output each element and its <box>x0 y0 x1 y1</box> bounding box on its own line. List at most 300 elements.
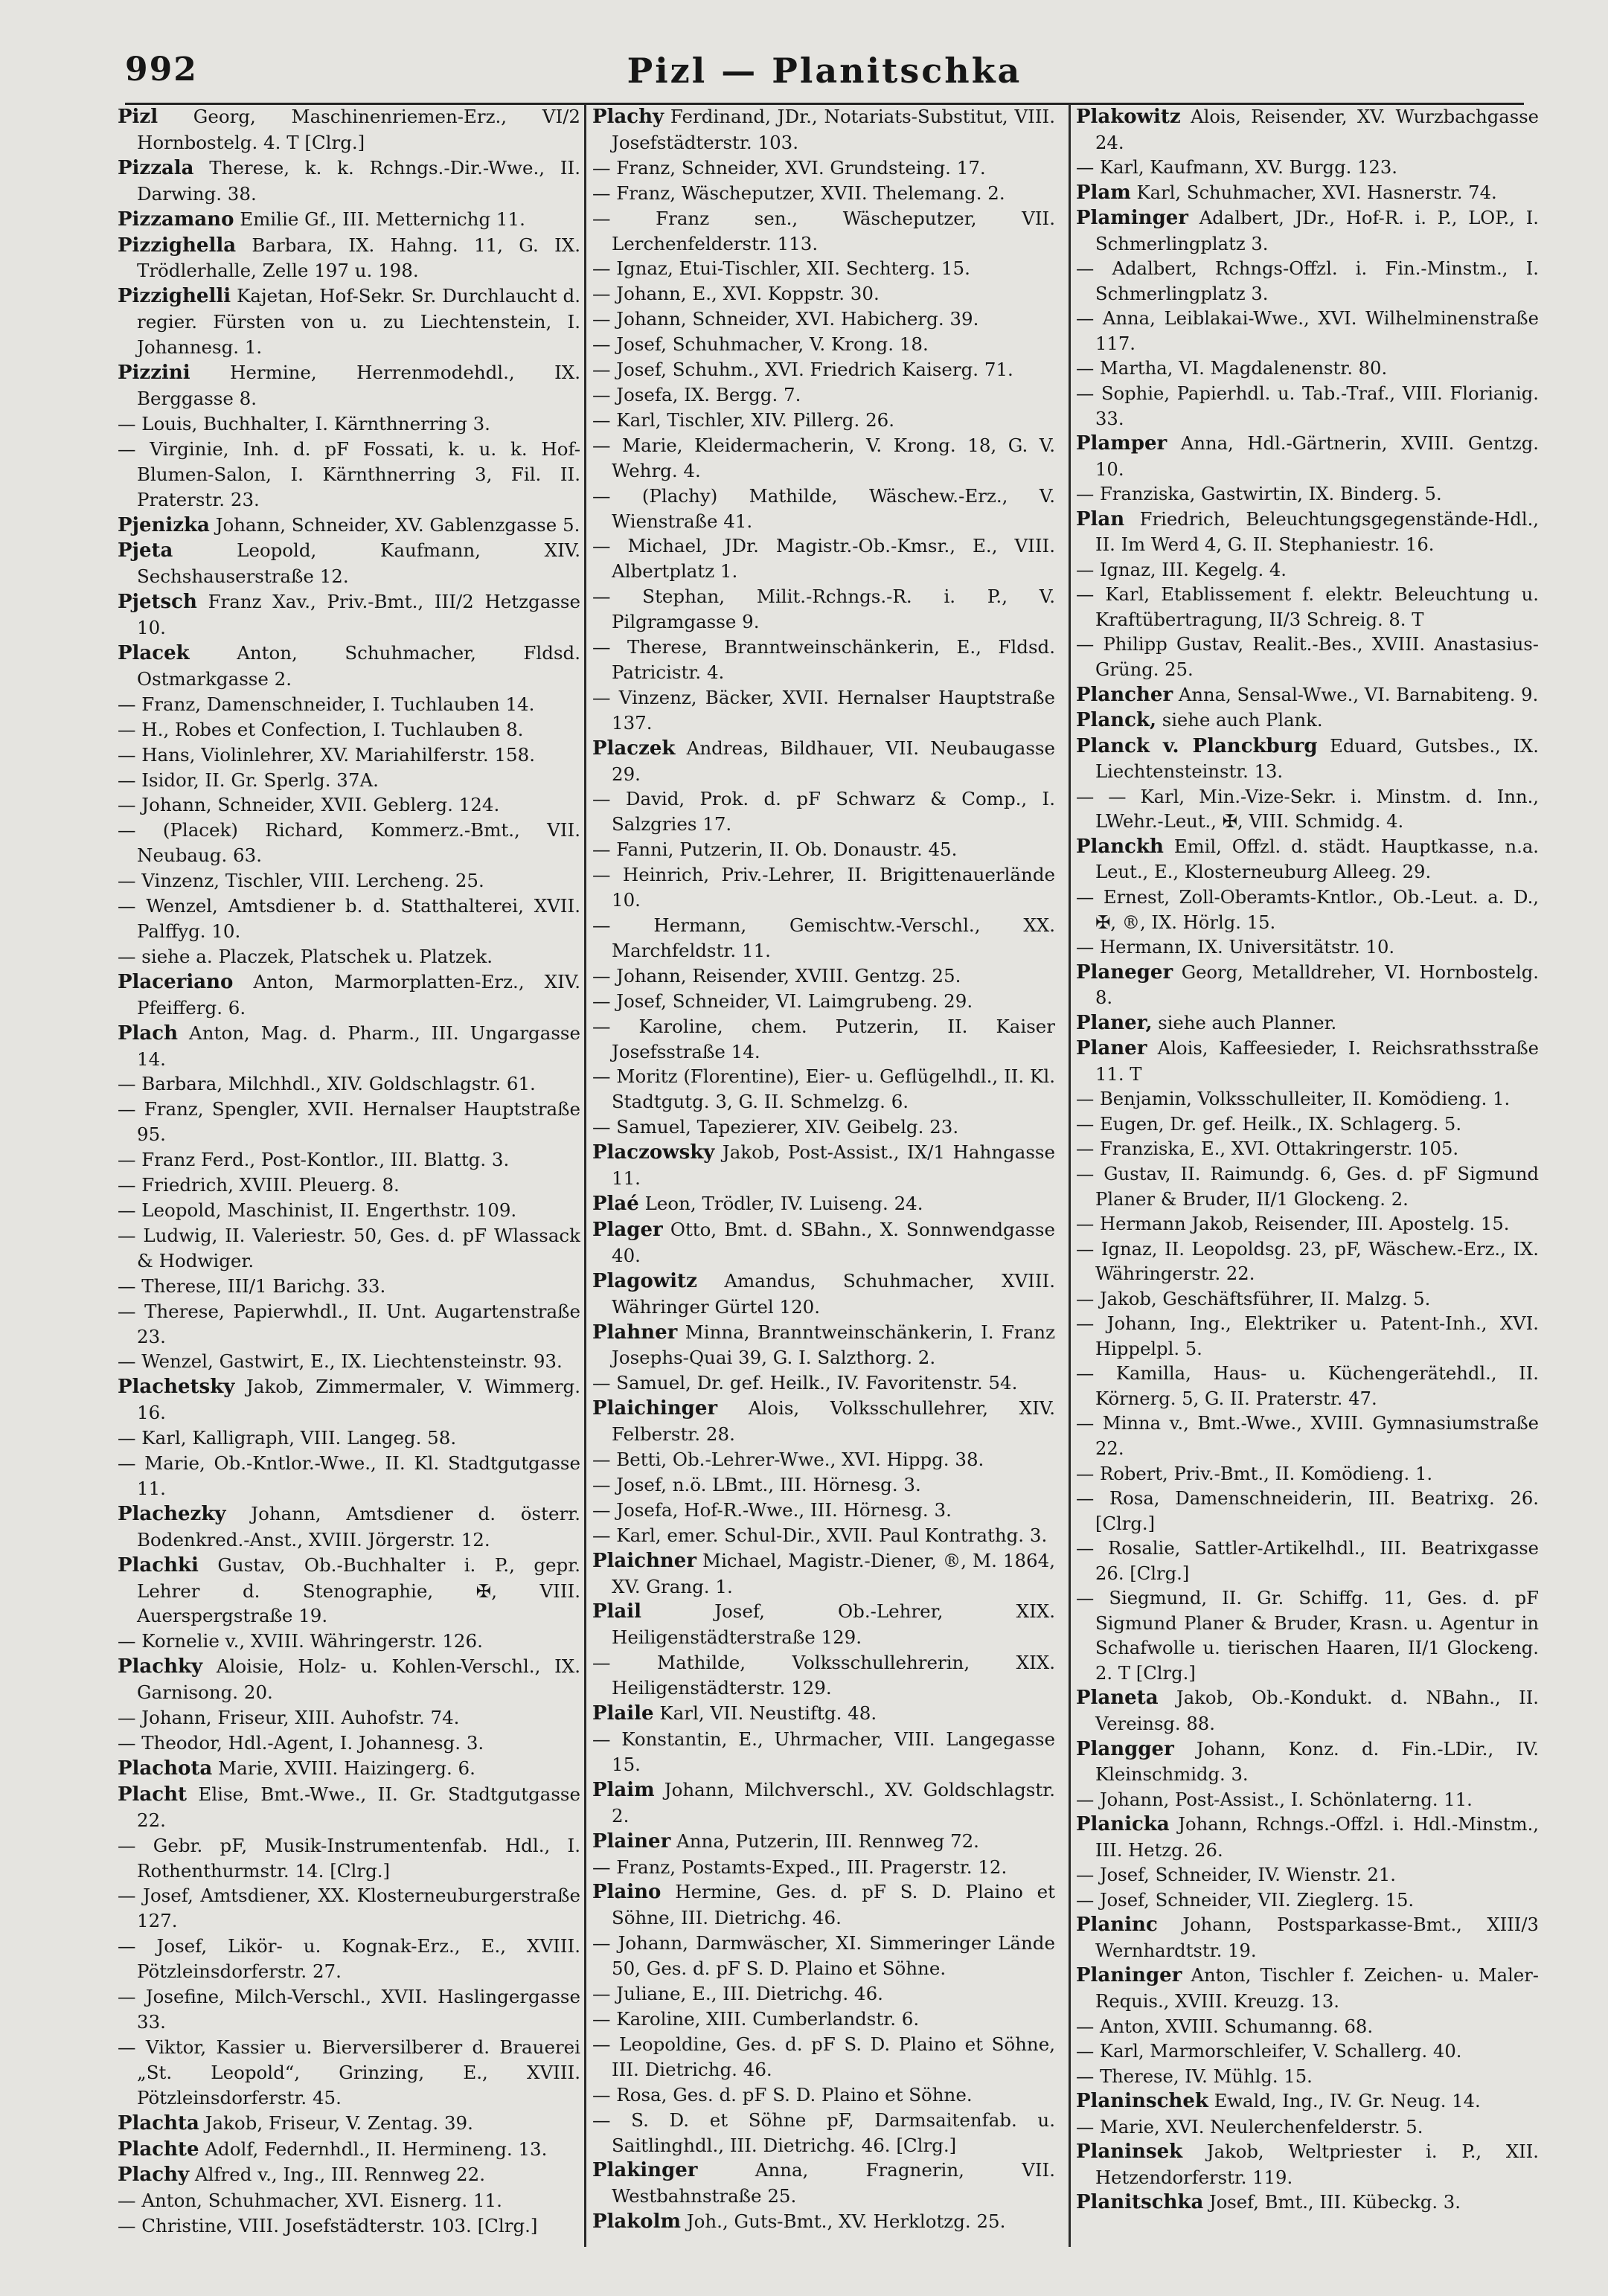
directory-entry <box>118 1198 580 1223</box>
entry-surname: Plachy <box>118 2164 190 2187</box>
directory-entry <box>592 635 1055 685</box>
entry-text: — Vinzenz, Bäcker, XVII. Hernalser Hauptstraße 137. <box>592 686 1055 734</box>
directory-entry <box>1076 1211 1539 1237</box>
directory-entry <box>592 281 1055 307</box>
directory-entry <box>592 1650 1055 1701</box>
entry-surname: Planer, <box>1076 1011 1153 1034</box>
entry-text: — Franz, Schneider, XVI. Grundsteing. 17. <box>592 156 986 179</box>
directory-entry <box>1076 481 1539 507</box>
entry-text: Alois, Volksschullehrer, XIV. Felberstr. 28. <box>612 1397 1055 1446</box>
directory-entry <box>592 913 1055 963</box>
entry-text: — Josefa, Hof-R.-Wwe., III. Hörnesg. 3. <box>592 1498 952 1521</box>
directory-entry <box>1076 1036 1539 1086</box>
entry-text: Josef, Ob.-Lehrer, XIX. Heiligenstädterstraße 129. <box>612 1600 1055 1649</box>
directory-entry <box>118 894 580 944</box>
directory-entry <box>592 1879 1055 1931</box>
entry-text: — Therese, Papierwhdl., II. Unt. Augartenstraße 23. <box>118 1300 580 1347</box>
directory-entry <box>1076 1737 1539 1787</box>
entry-text: — Benjamin, Volksschulleiter, II. Komödieng. 1. <box>1076 1088 1511 1110</box>
entry-text: — Karl, Etablissement f. elektr. Beleuchtung u. Kraftübertragung, II/3 Schreig. 8. T <box>1076 583 1539 630</box>
entry-text: — Rosalie, Sattler-Artikelhdl., III. Beatrixgasse 26. [Clrg.] <box>1076 1537 1539 1584</box>
directory-entry <box>592 1014 1055 1065</box>
directory-entry <box>592 256 1055 281</box>
entry-text: — (Placek) Richard, Kommerz.-Bmt., VII. Neubaug. 63. <box>118 819 580 867</box>
directory-entry <box>1076 381 1539 431</box>
entry-text: Jakob, Ob.-Kondukt. d. NBahn., II. Vereinsg. 88. <box>1095 1687 1539 1734</box>
entry-text: — Rosa, Damenschneiderin, III. Beatrixg. 26. [Clrg.] <box>1076 1487 1539 1534</box>
entry-text: — Leopold, Maschinist, II. Engerthstr. 109. <box>118 1199 517 1221</box>
entry-surname: Plangger <box>1076 1737 1174 1760</box>
entry-text: Johann, Postsparkasse-Bmt., XIII/3 Wernhardtstr. 19. <box>1095 1914 1539 1961</box>
directory-entry <box>592 155 1055 181</box>
directory-entry <box>592 181 1055 206</box>
directory-entry <box>118 944 580 969</box>
entry-text: — (Plachy) Mathilde, Wäschew.-Erz., V. Wienstraße 41. <box>592 484 1055 532</box>
entry-text: Franz Xav., Priv.-Bmt., III/2 Hetzgasse 10. <box>137 591 580 639</box>
entry-text: — Johann, Post-Assist., I. Schönlaterng. 11. <box>1076 1788 1473 1810</box>
entry-text: — Juliane, E., III. Dietrichg. 46. <box>592 1983 883 2005</box>
entry-surname: Pizzighelli <box>118 285 231 308</box>
directory-entry <box>592 2007 1055 2032</box>
directory-entry <box>1076 1862 1539 1888</box>
directory-entry <box>592 533 1055 584</box>
entry-text: Ferdinand, JDr., Notariats-Substitut, VIII. Josefstädterstr. 103. <box>612 106 1055 153</box>
directory-entry <box>1076 2064 1539 2089</box>
entry-text: — Ignaz, III. Kegelg. 4. <box>1076 558 1287 580</box>
entry-text: Alfred v., Ing., III. Rennweg 22. <box>189 2164 486 2186</box>
entry-surname: Planinger <box>1076 1964 1182 1987</box>
entry-text: — Marie, Ob.-Kntlor.-Wwe., II. Kl. Stadtgutgasse 11. <box>118 1452 580 1499</box>
entry-surname: Plachki <box>118 1553 199 1577</box>
entry-text: Ewald, Ing., IV. Gr. Neug. 14. <box>1208 2090 1481 2112</box>
entry-text: — Franz sen., Wäscheputzer, VII. Lerchenfelderstr. 113. <box>592 207 1055 254</box>
directory-entry <box>118 641 580 692</box>
entry-surname: Placzek <box>592 737 676 760</box>
directory-entry <box>592 1727 1055 1777</box>
entry-text: — Johann, Ing., Elektriker u. Patent-Inh., XVI. Hippelpl. 5. <box>1076 1312 1539 1359</box>
entry-surname: Plager <box>592 1218 663 1241</box>
entry-text: Anton, Tischler f. Zeichen- u. Maler-Requis., XVIII. Kreuzg. 13. <box>1095 1964 1539 2013</box>
directory-entry <box>592 2209 1055 2235</box>
directory-entry <box>1076 734 1539 784</box>
directory-entry <box>118 818 580 868</box>
directory-entry <box>118 1705 580 1731</box>
directory-entry <box>592 1981 1055 2007</box>
directory-entry <box>592 1548 1055 1600</box>
directory-entry <box>1076 1812 1539 1862</box>
directory-entry <box>592 963 1055 989</box>
directory-entry <box>118 360 580 411</box>
entry-text: — Wenzel, Gastwirt, E., IX. Liechtensteinstr. 93. <box>118 1350 563 1373</box>
entry-surname: Plachte <box>118 2138 199 2161</box>
entry-text: Anton, Schuhmacher, Fldsd. Ostmarkgasse 2. <box>137 642 580 690</box>
entry-text: — Johann, Friseur, XIII. Auhofstr. 74. <box>118 1707 460 1729</box>
directory-entry <box>1076 1888 1539 1913</box>
entry-text: Eduard, Gutsbes., IX. Liechtensteinstr. 13. <box>1095 734 1539 783</box>
directory-entry <box>118 1349 580 1374</box>
entry-surname: Plainer <box>592 1830 671 1853</box>
entry-text: — Viktor, Kassier u. Bierversilberer d. Brauerei „St. Leopold“, Grinzing, E., XVIII. Pötzleinsdorferstr. 45. <box>118 2036 580 2109</box>
directory-entry <box>1076 1112 1539 1137</box>
directory-entry <box>1076 205 1539 256</box>
directory-entry <box>1076 256 1539 306</box>
directory-entry <box>118 538 580 589</box>
entry-text: — Franz, Wäscheputzer, XVII. Thelemang. 2. <box>592 182 1005 204</box>
entry-text: — Josef, n.ö. LBmt., III. Hörnesg. 3. <box>592 1473 921 1495</box>
directory-entry <box>592 1396 1055 1447</box>
entry-text: Anna, Hdl.-Gärtnerin, XVIII. Gentzg. 10. <box>1095 432 1539 480</box>
entry-text: — S. D. et Söhne pF, Darmsaitenfab. u. Saitlinghdl., III. Dietrichg. 46. [Clrg.] <box>592 2109 1055 2156</box>
directory-entry <box>592 1855 1055 1880</box>
directory-entry <box>118 104 580 155</box>
entry-text: Adolf, Federnhdl., II. Hermineng. 13. <box>199 2138 548 2160</box>
directory-entry <box>592 786 1055 837</box>
entry-surname: Placeriano <box>118 970 234 993</box>
entry-text: — Anna, Leiblakai-Wwe., XVI. Wilhelminenstraße 117. <box>1076 307 1539 354</box>
entry-text: — Heinrich, Priv.-Lehrer, II. Brigittenauerlände 10. <box>592 864 1055 911</box>
entry-text: — Johann, E., XVI. Koppstr. 30. <box>592 283 880 305</box>
directory-entry <box>592 206 1055 257</box>
entry-text: — Louis, Buchhalter, I. Kärnthnerring 3. <box>118 412 490 434</box>
entry-text: siehe auch Plank. <box>1156 709 1323 731</box>
entry-text: Georg, Metalldreher, VI. Hornbostelg. 8. <box>1095 961 1539 1009</box>
directory-entry <box>118 1501 580 1553</box>
directory-entry <box>1076 507 1539 557</box>
entry-text: — Philipp Gustav, Realit.-Bes., XVIII. Anastasius-Grüng. 25. <box>1076 633 1539 681</box>
directory-entry <box>118 1097 580 1147</box>
directory-entry <box>118 1883 580 1934</box>
directory-entry <box>118 1654 580 1705</box>
entry-text: — Kornelie v., XVIII. Währingerstr. 126. <box>118 1630 483 1652</box>
entry-text: Amandus, Schuhmacher, XVIII. Währinger Gürtel 120. <box>612 1269 1055 1318</box>
entry-text: Anton, Mag. d. Pharm., III. Ungargasse 14. <box>137 1022 580 1070</box>
entry-text: — Anton, XVIII. Schumanng. 68. <box>1076 2015 1374 2037</box>
entry-surname: Plachky <box>118 1655 203 1678</box>
entry-text: — siehe a. Placzek, Platschek u. Platzek. <box>118 945 493 967</box>
entry-surname: Plakinger <box>592 2159 698 2182</box>
entry-surname: Plaminger <box>1076 207 1188 230</box>
entry-text: — Kamilla, Haus- u. Küchengerätehdl., II. Körnerg. 5, G. II. Praterstr. 47. <box>1076 1362 1539 1409</box>
entry-text: — Josef, Schuhmacher, V. Krong. 18. <box>592 333 929 356</box>
directory-entry <box>118 1934 580 1984</box>
entry-surname: Pizzini <box>118 362 190 385</box>
directory-entry <box>1076 1585 1539 1685</box>
entry-text: Anna, Putzerin, III. Rennweg 72. <box>670 1830 979 1852</box>
directory-entry <box>118 1629 580 1654</box>
entry-text: — Hermann Jakob, Reisender, III. Apostelg. 15. <box>1076 1213 1510 1235</box>
entry-text: Johann, Schneider, XV. Gablenzgasse 5. <box>209 513 580 536</box>
entry-text: Adalbert, JDr., Hof-R. i. P., LOP., I. Schmerlingplatz 3. <box>1095 207 1539 254</box>
directory-entry <box>592 862 1055 913</box>
entry-text: Andreas, Bildhauer, VII. Neubaugasse 29. <box>612 737 1055 785</box>
entry-text: — Isidor, II. Gr. Sperlg. 37A. <box>118 769 379 791</box>
entry-surname: Plach <box>118 1022 179 1045</box>
directory-entry <box>118 1782 580 1833</box>
entry-surname: Planck, <box>1076 709 1157 732</box>
directory-entry <box>118 2137 580 2163</box>
entry-surname: Plaichner <box>592 1549 697 1572</box>
column-divider <box>584 104 586 2247</box>
entry-text: — Samuel, Dr. gef. Heilk., IV. Favoritenstr. 54. <box>592 1372 1018 1394</box>
entry-surname: Planck v. Planckburg <box>1076 734 1318 757</box>
entry-surname: Placek <box>118 642 190 665</box>
entry-text: Elise, Bmt.-Wwe., II. Gr. Stadtgutgasse 22. <box>137 1783 580 1831</box>
directory-entry <box>592 1777 1055 1829</box>
running-title: Pizl — Planitschka <box>627 51 1022 91</box>
directory-entry <box>118 1833 580 1884</box>
directory-entry <box>118 2162 580 2188</box>
directory-entry <box>1076 885 1539 934</box>
directory-entry <box>1076 1411 1539 1460</box>
entry-surname: Plaino <box>592 1881 662 1904</box>
directory-entry <box>118 1173 580 1198</box>
directory-column-2 <box>592 104 1055 2247</box>
entry-surname: Planer <box>1076 1037 1147 1060</box>
entry-text: — Eugen, Dr. gef. Heilk., IX. Schlagerg. 5. <box>1076 1112 1462 1135</box>
entry-text: Johann, Konz. d. Fin.-LDir., IV. Kleinschmidg. 3. <box>1095 1737 1539 1786</box>
directory-entry <box>118 969 580 1021</box>
entry-text: Aloisie, Holz- u. Kohlen-Verschl., IX. Garnisong. 20. <box>137 1655 580 1704</box>
entry-text: — Josefa, IX. Bergg. 7. <box>592 383 801 405</box>
entry-surname: Plachta <box>118 2111 199 2135</box>
directory-entry <box>592 408 1055 433</box>
entry-text: — Minna v., Bmt.-Wwe., XVIII. Gymnasiumstraße 22. <box>1076 1412 1539 1459</box>
entry-surname: Plakowitz <box>1076 106 1181 128</box>
directory-entry <box>592 1115 1055 1140</box>
directory-entry <box>592 1217 1055 1269</box>
entry-text: — Johann, Schneider, XVI. Habicherg. 39. <box>592 308 979 330</box>
entry-text: — Adalbert, Rchngs-Offzl. i. Fin.-Minstm., I. Schmerlingplatz 3. <box>1076 257 1539 304</box>
directory-entry <box>118 717 580 743</box>
entry-text: — Konstantin, E., Uhrmacher, VIII. Langegasse 15. <box>592 1728 1055 1775</box>
entry-text: Barbara, IX. Hahng. 11, G. IX. Trödlerhalle, Zelle 197 u. 198. <box>137 234 580 282</box>
entry-text: — Ludwig, II. Valeriestr. 50, Ges. d. pF Wlassack & Hodwiger. <box>118 1224 580 1272</box>
directory-entry <box>1076 155 1539 180</box>
directory-entry <box>592 2082 1055 2108</box>
directory-entry <box>118 692 580 717</box>
entry-surname: Planinc <box>1076 1914 1158 1937</box>
directory-entry <box>1076 1237 1539 1286</box>
directory-entry <box>592 685 1055 736</box>
directory-entry <box>1076 1286 1539 1312</box>
entry-text: — Marie, Kleidermacherin, V. Krong. 18, G. V. Wehrg. 4. <box>592 434 1055 481</box>
page-header <box>125 43 1524 105</box>
entry-text: — Karl, emer. Schul-Dir., XVII. Paul Kontrathg. 3. <box>592 1524 1048 1546</box>
entry-text: Gustav, Ob.-Buchhalter i. P., gepr. Lehrer d. Stenographie, ✠, VIII. Auerspergstraße 19. <box>137 1553 580 1627</box>
entry-text: — Gustav, II. Raimundg. 6, Ges. d. pF Sigmund Planer & Bruder, II/1 Glockeng. 2. <box>1076 1162 1539 1210</box>
entry-surname: Plaim <box>592 1778 655 1801</box>
entry-text: — Hermann, Gemischtw.-Verschl., XX. Marchfeldstr. 11. <box>592 914 1055 961</box>
entry-text: — David, Prok. d. pF Schwarz & Comp., I. Salzgries 17. <box>592 788 1055 836</box>
directory-entry <box>592 584 1055 635</box>
page-number: 992 <box>125 51 198 89</box>
entry-surname: Placht <box>118 1783 188 1806</box>
entry-text: Emil, Offzl. d. städt. Hauptkasse, n.a. Leut., E., Klosterneuburg Alleeg. 29. <box>1095 835 1539 883</box>
entry-surname: Plahner <box>592 1321 678 1344</box>
directory-entry <box>118 768 580 793</box>
entry-text: Emilie Gf., III. Metternichg 11. <box>234 208 525 230</box>
entry-text: — Franz, Damenschneider, I. Tuchlauben 14. <box>118 693 535 715</box>
entry-text: — Rosa, Ges. d. pF S. D. Plaino et Söhne. <box>592 2083 973 2106</box>
entry-text: — — Karl, Min.-Vize-Sekr. i. Minstm. d. Inn., LWehr.-Leut., ✠, VIII. Schmidg. 4. <box>1076 785 1539 833</box>
directory-entry <box>118 2188 580 2213</box>
column-divider <box>1069 104 1071 2247</box>
entry-text: — Josef, Schuhm., XVI. Friedrich Kaiserg. 71. <box>592 359 1013 381</box>
directory-entry <box>592 1931 1055 1981</box>
directory-entry <box>1076 1461 1539 1487</box>
entry-text: — Josef, Schneider, VII. Zieglerg. 15. <box>1076 1888 1415 1911</box>
entry-surname: Plachetsky <box>118 1376 235 1399</box>
directory-entry <box>1076 557 1539 583</box>
entry-text: — Moritz (Florentine), Eier- u. Geflügelhdl., II. Kl. Stadtgutg. 3, G. II. Schmelzg. 6. <box>592 1065 1055 1113</box>
directory-entry <box>592 1829 1055 1855</box>
directory-entry <box>1076 1161 1539 1211</box>
directory-entry <box>1076 2190 1539 2216</box>
directory-column-3 <box>1076 104 1539 2247</box>
directory-entry <box>118 868 580 894</box>
entry-text: — Theodor, Hdl.-Agent, I. Johannesg. 3. <box>118 1732 484 1754</box>
entry-text: — Siegmund, II. Gr. Schiffg. 11, Ges. d. pF Sigmund Planer & Bruder, Krasn. u. Agentur in Schafwolle u. tierischen Haaren, II/1 Glockeng. 2. T [Clrg.] <box>1076 1587 1539 1684</box>
entry-surname: Plachezky <box>118 1502 226 1525</box>
entry-text: — Josef, Schneider, IV. Wienstr. 21. <box>1076 1864 1396 1886</box>
entry-text: — Ernest, Zoll-Oberamts-Kntlor., Ob.-Leut. a. D., ✠, ®, IX. Hörlg. 15. <box>1076 885 1539 933</box>
entry-text: Leopold, Kaufmann, XIV. Sechshauserstraße 12. <box>137 539 580 588</box>
entry-text: — Hermann, IX. Universitätstr. 10. <box>1076 936 1395 958</box>
entry-text: — Josef, Likör- u. Kognak-Erz., E., XVIII. Pötzleinsdorferstr. 27. <box>118 1935 580 1983</box>
directory-entry <box>1076 2114 1539 2140</box>
directory-entry <box>118 792 580 818</box>
directory-entry <box>118 589 580 641</box>
directory-entry <box>1076 960 1539 1010</box>
entry-surname: Planinschek <box>1076 2090 1208 2113</box>
directory-entry <box>592 837 1055 862</box>
entry-surname: Plan <box>1076 507 1125 530</box>
entry-surname: Plachy <box>592 106 664 128</box>
directory-entry <box>592 433 1055 484</box>
directory-entry <box>118 283 580 360</box>
directory-entry <box>118 1147 580 1173</box>
directory-entry <box>118 1756 580 1782</box>
entry-text: Michael, Magistr.-Diener, ®, M. 1864, XV. Grang. 1. <box>612 1549 1055 1597</box>
entry-surname: Pjeta <box>118 539 173 562</box>
entry-text: — Therese, IV. Mühlg. 15. <box>1076 2065 1313 2087</box>
directory-entry <box>1076 1361 1539 1411</box>
entry-text: Johann, Amtsdiener d. österr. Bodenkred.-Anst., XVIII. Jörgerstr. 12. <box>137 1502 580 1551</box>
entry-surname: Planitschka <box>1076 2191 1204 2214</box>
directory-entry <box>1076 632 1539 682</box>
directory-entry <box>118 1021 580 1072</box>
directory-entry <box>592 736 1055 787</box>
entry-text: Kajetan, Hof-Sekr. Sr. Durchlaucht d. regier. Fürsten von u. zu Liechtenstein, I. Johannesg. 1. <box>137 285 580 359</box>
entry-text: — Johann, Reisender, XVIII. Gentzg. 25. <box>592 964 961 987</box>
entry-surname: Pizzighella <box>118 234 237 257</box>
directory-entry <box>118 1374 580 1426</box>
directory-entry <box>1076 834 1539 885</box>
directory-entry <box>118 1071 580 1097</box>
directory-entry <box>118 1553 580 1629</box>
directory-entry <box>592 1447 1055 1472</box>
directory-entry <box>118 1299 580 1350</box>
entry-text: — Karl, Tischler, XIV. Pillerg. 26. <box>592 408 895 431</box>
entry-text: — Therese, III/1 Barichg. 33. <box>118 1274 386 1297</box>
directory-entry <box>118 1426 580 1451</box>
entry-text: Marie, XVIII. Haizingerg. 6. <box>212 1757 475 1779</box>
directory-entry <box>592 1472 1055 1498</box>
entry-surname: Plam <box>1076 181 1131 204</box>
entry-surname: Pizl <box>118 106 158 128</box>
directory-entry <box>1076 2139 1539 2190</box>
directory-entry <box>1076 784 1539 834</box>
entry-text: Alois, Reisender, XV. Wurzbachgasse 24. <box>1095 106 1539 153</box>
directory-entry <box>592 382 1055 408</box>
entry-text: Leon, Trödler, IV. Luiseng. 24. <box>638 1192 923 1214</box>
directory-entry <box>1076 1963 1539 2013</box>
entry-text: — Ignaz, Etui-Tischler, XII. Sechterg. 15. <box>592 257 970 280</box>
directory-entry <box>1076 708 1539 734</box>
entry-text: Johann, Rchngs.-Offzl. i. Hdl.-Minstm., III. Hetzg. 26. <box>1095 1813 1539 1861</box>
entry-surname: Plagowitz <box>592 1269 697 1292</box>
directory-entry <box>1076 2014 1539 2039</box>
directory-entry <box>592 2158 1055 2209</box>
entry-text: — Robert, Priv.-Bmt., II. Komödieng. 1. <box>1076 1462 1433 1484</box>
directory-entry <box>592 989 1055 1014</box>
directory-entry <box>592 1191 1055 1217</box>
entry-surname: Plaile <box>592 1702 654 1725</box>
entry-text: — H., Robes et Confection, I. Tuchlauben 8. <box>118 718 524 740</box>
directory-entry <box>592 1370 1055 1396</box>
entry-text: — Josef, Schneider, VI. Laimgrubeng. 29. <box>592 990 973 1012</box>
entry-text: — Leopoldine, Ges. d. pF S. D. Plaino et Söhne, III. Dietrichg. 46. <box>592 2033 1055 2080</box>
entry-text: Minna, Branntweinschänkerin, I. Franz Josephs-Quai 39, G. I. Salzthorg. 2. <box>612 1321 1055 1369</box>
entry-text: — Virginie, Inh. d. pF Fossati, k. u. k. Hof-Blumen-Salon, I. Kärnthnerring 3, Fil. II. Praterstr. 23. <box>118 437 580 510</box>
entry-text: — Stephan, Milit.-Rchngs.-R. i. P., V. Pilgramgasse 9. <box>592 586 1055 633</box>
directory-entry <box>118 513 580 539</box>
entry-surname: Pjenizka <box>118 513 210 536</box>
directory-entry <box>1076 356 1539 381</box>
entry-surname: Plakolm <box>592 2210 682 2234</box>
directory-entry <box>118 1274 580 1299</box>
directory-entry <box>1076 104 1539 155</box>
directory-entry <box>592 1498 1055 1523</box>
directory-entry <box>1076 431 1539 481</box>
directory-entry <box>1076 1086 1539 1112</box>
directory-entry <box>1076 2088 1539 2114</box>
directory-entry <box>592 307 1055 332</box>
directory-entry <box>118 437 580 513</box>
entry-surname: Planeta <box>1076 1687 1159 1710</box>
entry-text: — Johann, Schneider, XVII. Geblerg. 124. <box>118 794 500 816</box>
entry-text: — Wenzel, Amtsdiener b. d. Statthalterei, XVII. Palffyg. 10. <box>118 895 580 942</box>
entry-surname: Plamper <box>1076 432 1167 455</box>
directory-entry <box>118 233 580 284</box>
entry-surname: Plachota <box>118 1757 213 1780</box>
entry-text: — Marie, XVI. Neulerchenfelderstr. 5. <box>1076 2115 1423 2138</box>
entry-surname: Planckh <box>1076 835 1164 858</box>
entry-text: Jakob, Zimmermaler, V. Wimmerg. 16. <box>137 1376 580 1424</box>
directory-entry <box>118 1984 580 2035</box>
directory-entry <box>1076 306 1539 356</box>
directory-entry <box>1076 1787 1539 1812</box>
entry-text: Jakob, Post-Assist., IX/1 Hahngasse 11. <box>612 1141 1055 1190</box>
entry-text: Anna, Fragnerin, VII. Westbahnstraße 25. <box>612 2159 1055 2207</box>
directory-entry <box>118 1731 580 1756</box>
entry-text: — Franz Ferd., Post-Kontlor., III. Blattg. 3. <box>118 1149 510 1171</box>
entry-surname: Plaichinger <box>592 1397 718 1420</box>
directory-entry <box>592 1140 1055 1191</box>
entry-text: — Michael, JDr. Magistr.-Ob.-Kmsr., E., VIII. Albertplatz 1. <box>592 535 1055 583</box>
entry-text: Otto, Bmt. d. SBahn., X. Sonnwendgasse 40. <box>612 1218 1055 1266</box>
directory-entry <box>118 411 580 437</box>
